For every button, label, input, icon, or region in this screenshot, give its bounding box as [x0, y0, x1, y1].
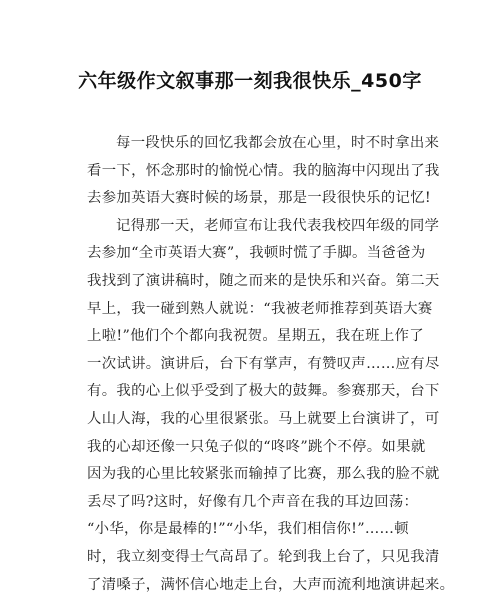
paragraph-line: 我的心却还像一只兔子似的“咚咚”跳个不停。如果就 — [87, 434, 427, 462]
paragraph-line: 时，我立刻变得士气高昂了。轮到我上台了，只见我清 — [87, 544, 427, 572]
paragraph-line: 去参加英语大赛时候的场景，那是一段很快乐的记忆! — [87, 185, 427, 213]
paragraph-line: 了清嗓子，满怀信心地走上台，大声而流利地演讲起来。 — [87, 572, 427, 599]
paragraph-line: 一次试讲。演讲后，台下有掌声，有赞叹声……应有尽 — [87, 351, 427, 379]
paragraph-line: 去参加“全市英语大赛”，我顿时慌了手脚。当爸爸为 — [87, 240, 427, 268]
paragraph-line: 记得那一天，老师宣布让我代表我校四年级的同学 — [87, 213, 427, 241]
paragraph-line: 我找到了演讲稿时，随之而来的是快乐和兴奋。第二天 — [87, 268, 427, 296]
paragraph-line: 因为我的心里比较紧张而输掉了比赛，那么我的脸不就 — [87, 461, 427, 489]
document-title: 六年级作文叙事那一刻我很快乐_450字 — [0, 66, 500, 93]
paragraph-line: 看一下，怀念那时的愉悦心情。我的脑海中闪现出了我 — [87, 158, 427, 186]
paragraph-line: 丢尽了吗?这时，好像有几个声音在我的耳边回荡： — [87, 489, 427, 517]
paragraph-line: 有。我的心上似乎受到了极大的鼓舞。参赛那天，台下 — [87, 378, 427, 406]
paragraph-line: 早上，我一碰到熟人就说：“我被老师推荐到英语大赛 — [87, 296, 427, 324]
paragraph-line: 人山人海，我的心里很紧张。马上就要上台演讲了，可 — [87, 406, 427, 434]
paragraph-line: “小华，你是最棒的!”“小华，我们相信你!”……顿 — [87, 516, 427, 544]
paragraph-line: 上啦!”他们个个都向我祝贺。星期五，我在班上作了 — [87, 323, 427, 351]
paragraph-line: 每一段快乐的回忆我都会放在心里，时不时拿出来 — [87, 130, 427, 158]
essay-body — [87, 130, 427, 599]
